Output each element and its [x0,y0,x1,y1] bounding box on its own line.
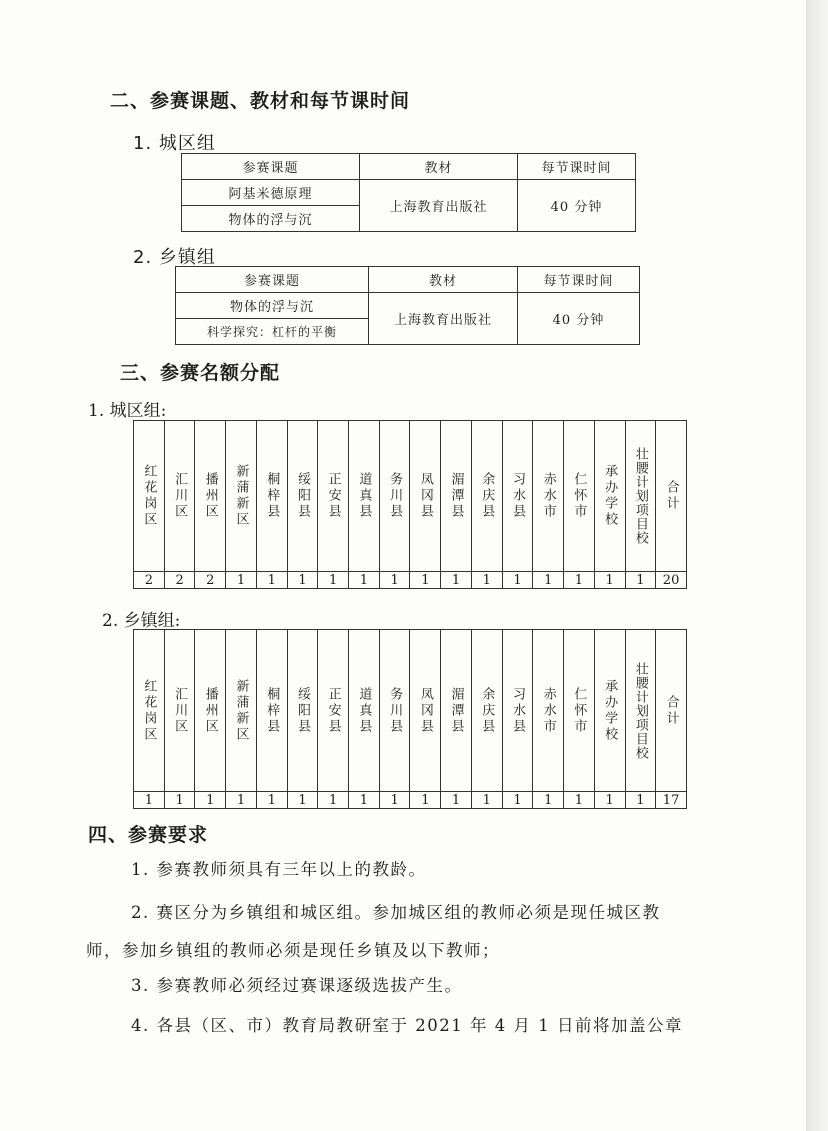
region-name: 余庆县 [479,472,495,520]
region-name: 播州区 [202,472,218,520]
region-name: 新蒲新区 [233,464,249,528]
quota-value: 1 [625,792,656,808]
quota-value: 1 [379,792,410,808]
region-header-cell [502,630,533,791]
region-name: 正安县 [325,472,341,520]
header-textbook: 教材 [360,154,518,180]
header-textbook: 教材 [369,267,518,293]
region-header-cell [655,421,686,571]
region-name: 务川县 [387,472,403,520]
quota-value: 1 [532,572,563,588]
region-header-cell [471,421,502,571]
region-header-cell [317,421,348,571]
rural-topic-label: 2. 乡镇组 [133,247,216,268]
region-header-cell [164,421,195,571]
header-duration: 每节课时间 [518,267,640,293]
quota-value: 1 [625,572,656,588]
quota-value: 1 [287,572,318,588]
region-header-cell [348,421,379,571]
region-name: 汇川区 [172,472,188,520]
quota-value: 1 [594,572,625,588]
region-header-cell [594,630,625,791]
urban-topic-label: 1. 城区组 [133,133,216,154]
region-header-cell [225,421,256,571]
region-header-cell [409,630,440,791]
region-header-cell [440,630,471,791]
region-header-cell [532,630,563,791]
region-name: 新蒲新区 [233,678,249,743]
duration-cell: 40 分钟 [518,293,640,345]
quota-value: 1 [256,572,287,588]
region-name: 壮腰计划项目校 [632,661,648,760]
region-header-cell [563,421,594,571]
region-header-cell [379,630,410,791]
region-header-cell [287,421,318,571]
region-name: 习水县 [509,686,525,735]
section2-heading: 二、参赛课题、教材和每节课时间 [110,90,411,112]
requirement-item-3: 3. 参赛教师必须经过赛课逐级选拔产生。 [131,976,463,995]
region-header-cell [655,630,686,791]
region-name: 绥阳县 [294,686,310,735]
region-name: 凤冈县 [417,686,433,735]
region-header-cell [625,421,656,571]
requirement-item-2: 2. 赛区分为乡镇组和城区组。参加城区组的教师必须是现任城区教 [131,903,661,922]
region-name: 合计 [663,694,679,727]
textbook-cell: 上海教育出版社 [369,293,518,345]
region-header-cell [563,630,594,791]
region-header-cell [134,630,164,791]
region-header-cell [348,630,379,791]
quota-value: 1 [563,792,594,808]
region-name: 习水县 [509,472,525,520]
region-name: 红花岗区 [141,464,157,528]
region-header-cell [471,630,502,791]
quota-value: 1 [471,792,502,808]
quota-value: 17 [655,792,686,808]
quota-value: 1 [317,792,348,808]
region-name: 道真县 [356,686,372,735]
region-header-cell [625,630,656,791]
quota-value: 1 [317,572,348,588]
header-topic: 参赛课题 [182,154,360,180]
topic-cell: 阿基米德原理 [182,180,360,206]
region-name: 赤水市 [540,472,556,520]
quota-value: 1 [502,792,533,808]
quota-value: 1 [502,572,533,588]
quota-value: 2 [144,572,153,588]
region-name: 湄潭县 [448,472,464,520]
rural-quota-label: 2. 乡镇组: [102,611,181,631]
requirement-item-2-cont: 师，参加乡镇组的教师必须是现任乡镇及以下教师； [86,941,500,960]
region-name: 赤水市 [540,686,556,735]
duration-cell: 40 分钟 [518,180,636,232]
region-header-cell [440,421,471,571]
quota-value: 1 [471,572,502,588]
requirement-item-1: 1. 参赛教师须具有三年以上的教龄。 [131,860,427,879]
region-header-cell [502,421,533,571]
page-edge [806,0,828,1131]
quota-value: 1 [348,792,379,808]
region-name: 余庆县 [479,686,495,735]
quota-value: 20 [655,572,686,588]
rural-topic-table [175,266,640,345]
region-header-cell [532,421,563,571]
quota-value: 1 [348,572,379,588]
region-name: 承办学校 [602,464,618,528]
textbook-cell: 上海教育出版社 [360,180,518,232]
section4-heading: 四、参赛要求 [88,824,209,846]
topic-cell: 物体的浮与沉 [182,206,360,232]
urban-topic-table [181,153,636,232]
region-name: 承办学校 [602,678,618,743]
quota-value: 1 [144,792,153,808]
quota-value: 1 [409,572,440,588]
urban-quota-table [133,420,687,589]
region-name: 绥阳县 [294,472,310,520]
region-header-cell [256,421,287,571]
topic-cell: 物体的浮与沉 [176,293,369,319]
quota-value: 1 [164,792,195,808]
header-duration: 每节课时间 [518,154,636,180]
quota-value: 1 [225,792,256,808]
region-name: 红花岗区 [141,678,157,743]
region-name: 凤冈县 [417,472,433,520]
rural-quota-table [133,629,687,809]
region-header-cell [225,630,256,791]
region-header-cell [194,630,225,791]
region-header-cell [594,421,625,571]
topic-cell: 科学探究：杠杆的平衡 [176,319,369,345]
urban-quota-label: 1. 城区组: [88,401,167,421]
requirement-item-4: 4. 各县（区、市）教育局教研室于 2021 年 4 月 1 日前将加盖公章 [131,1016,683,1035]
region-name: 汇川区 [172,686,188,735]
region-name: 桐梓县 [264,472,280,520]
region-name: 壮腰计划项目校 [632,447,648,545]
region-name: 务川县 [387,686,403,735]
quota-value: 1 [563,572,594,588]
region-name: 合计 [663,480,679,512]
quota-value: 1 [256,792,287,808]
region-header-cell [379,421,410,571]
region-name: 桐梓县 [264,686,280,735]
quota-value: 1 [287,792,318,808]
region-header-cell [256,630,287,791]
region-name: 正安县 [325,686,341,735]
quota-value: 1 [532,792,563,808]
region-name: 仁怀市 [571,686,587,735]
quota-value: 2 [164,572,195,588]
region-header-cell [409,421,440,571]
quota-value: 1 [440,572,471,588]
region-header-cell [134,421,164,571]
section3-heading: 三、参赛名额分配 [120,362,281,384]
region-header-cell [317,630,348,791]
region-name: 道真县 [356,472,372,520]
region-name: 播州区 [202,686,218,735]
region-header-cell [164,630,195,791]
region-header-cell [287,630,318,791]
quota-value: 1 [194,792,225,808]
region-name: 仁怀市 [571,472,587,520]
quota-value: 1 [440,792,471,808]
quota-value: 1 [594,792,625,808]
region-name: 湄潭县 [448,686,464,735]
quota-value: 1 [409,792,440,808]
quota-value: 1 [379,572,410,588]
header-topic: 参赛课题 [176,267,369,293]
quota-value: 1 [225,572,256,588]
region-header-cell [194,421,225,571]
quota-value: 2 [194,572,225,588]
